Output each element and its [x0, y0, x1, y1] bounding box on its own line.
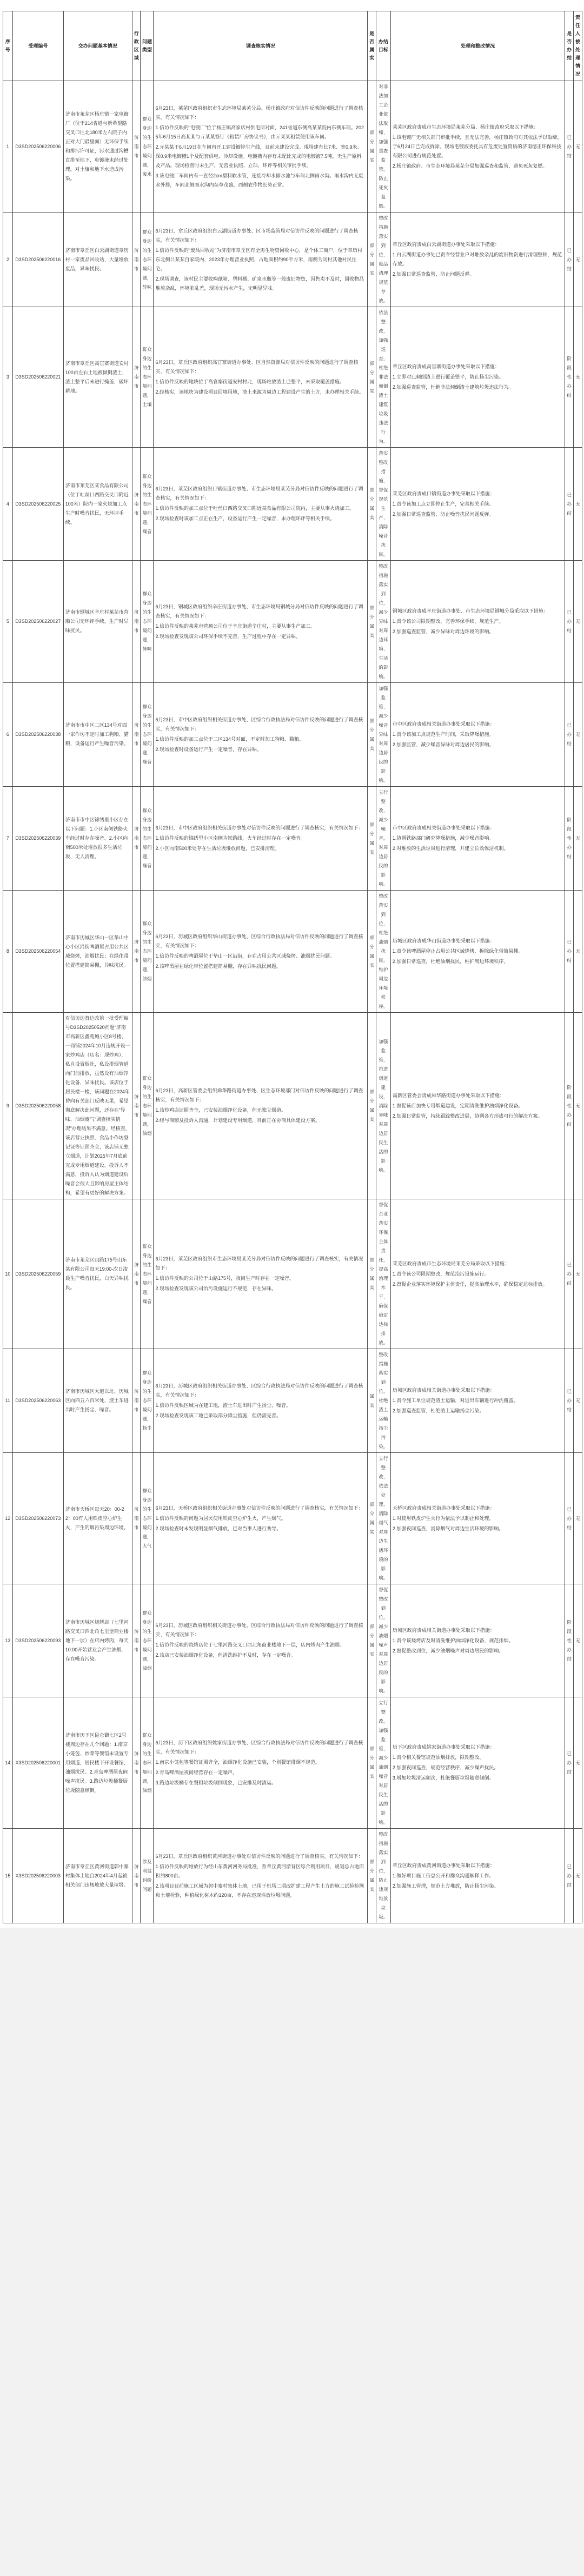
cell-no: 5	[3, 561, 13, 683]
paragraph: 6月23日，钢城区政府组织辛庄街道办事处、市生态环境局钢城分局对信访件反映的问题进行了调查核实，有关情况如下：	[155, 603, 363, 619]
paragraph: 2.督促企业落实环境保护主体责任，提高治理水平，确保稳定达标排放。	[392, 1281, 548, 1287]
cell-verified: 部分属实	[368, 1199, 376, 1349]
paragraph: 历城区政府责成华山街道办事处采取以下措施：	[392, 938, 495, 944]
cell-action	[390, 1349, 565, 1453]
cell-investigation	[154, 1199, 368, 1349]
cell-accountability: 无	[573, 81, 582, 213]
cell-investigation	[154, 683, 368, 787]
cell-verified: 部分属实	[368, 1584, 376, 1697]
cell-region: 济南市	[132, 683, 141, 787]
paragraph: 2.加强施工管理，规范土方堆放，防止扬尘污染。	[392, 1883, 499, 1889]
paragraph: 1.责令相关餐馆规范油烟排放，限期整改。	[392, 1755, 485, 1760]
cell-action	[390, 213, 565, 307]
paragraph: 6月23日，天桥区政府组织相关街道办事处对信访件反映的问题进行了调查核实，有关情况如下：	[155, 1505, 363, 1511]
cell-action	[390, 81, 565, 213]
header-accountability: 责任人被处理情况	[573, 11, 582, 81]
cell-type: 群众身边的生态环境问题，大气	[141, 1453, 154, 1584]
cell-verified: 部分属实	[368, 891, 376, 1013]
cell-type: 群众身边的生态环境问题，油烟	[141, 1584, 154, 1697]
table-row	[3, 1453, 582, 1584]
paragraph: 莱芜区政府责成市生态环境局莱芜分局采取以下措施：	[392, 1260, 509, 1266]
cell-problem: 对信访边督边改第一批受理编号D3SD20250520问题“济南市高新区鑫苑城小区8号楼，一商铺2024年10月违规开设一家炒鸡店（店名：现炒鸡），私自设置烟灶，私设排烟管道向门前排放，虽然设有油烟净化设备，异味扰民。该店位于居民楼一楼，该问题在2024年曾向有关部门反映无果，希望彻底解决此问题，还存在“异味、油烟废气”调查核实情况”办理结果不满意。经核查，该店营业执照、食品小作坊登记证等证照齐全，该店铺无独立烟道，计划2025年7月底前完成专用烟道建设。投诉人不满意，投诉人认为烟道建设后噪音会很大且影响房屋主体结构，希望有更好的解决方案。	[63, 1013, 132, 1199]
cell-goal: 立行整改，依法处理，消除烟气对周边生活环境的影响。	[376, 1453, 390, 1584]
paragraph: 1.信访件反映的问题为居民使用铁皮空心炉生火，产生烟气。	[155, 1515, 286, 1521]
paragraph: 1.信访件反映的堆放行为经山东黄河河务局批准，系章丘黄河淤背区综合利用项目，规划总占地面积约800亩。	[155, 1863, 364, 1878]
paragraph: 2.现场检查发现该公司治污设施运行不规范，存在异味。	[155, 1286, 276, 1291]
paragraph: 6月23日，历城区政府组织相关街道办事处、区综合行政执法局对信访件反映的问题进行了调查核实，有关情况如下：	[155, 1383, 363, 1398]
paragraph: 6月23日，莱芜区政府组织市生态环境局莱芜分局、杨庄镇政府对信访件反映的问题进行了调查核实，有关情况如下：	[155, 105, 363, 120]
cell-no: 13	[3, 1584, 13, 1697]
cell-acceptance-id: X3SD202506220003	[12, 1829, 63, 1923]
cell-problem: 济南市天桥区每天20：00-22：00有人用铁皮空心炉生火，产生的烟污染周边环境。	[63, 1453, 132, 1584]
cell-problem: 济南市章丘区高官寨街道安村100亩左右土地被倾倒渣土，渣土整平后未进行掩盖，破坏耕地。	[63, 307, 132, 448]
cell-done-status: 已办结	[565, 891, 574, 1013]
cell-no: 9	[3, 1013, 13, 1199]
cell-done-status: 阶段性办结	[565, 307, 574, 448]
cell-type: 群众身边的生态环境问题，废水	[141, 81, 154, 213]
cell-investigation	[154, 787, 368, 891]
cell-no: 4	[3, 448, 13, 561]
cell-region: 济南市	[132, 1584, 141, 1697]
cell-no: 2	[3, 213, 13, 307]
paragraph: 6月23日，章丘区政府组织高官寨街道办事处、区自然资源局对信访件反映的问题进行了调查核实，有关情况如下：	[155, 359, 359, 374]
header-id: 受理编号	[12, 11, 63, 81]
table-row	[3, 1697, 582, 1829]
paragraph: 2.加强夜间巡查，规范经营秩序，减少噪声扰民。	[392, 1765, 499, 1770]
cell-type: 群众身边的生态环境问题，土壤	[141, 307, 154, 448]
cell-region: 济南市	[132, 1453, 141, 1584]
cell-no: 14	[3, 1697, 13, 1829]
paragraph: 章丘区政府责成白云湖街道办事处采取以下措施：	[392, 242, 500, 247]
cell-problem: 济南市莱芜区某食品有限公司（位于吐丝口西路交叉口附近100米）院内一家火烧加工点生产时噪音扰民，无环评手续。	[63, 448, 132, 561]
cell-type: 群众身边的生态环境问题，扬尘	[141, 1349, 154, 1453]
cell-verified: 部分属实	[368, 787, 376, 891]
cell-problem: 济南市历城区大道以北、历城区向西五六百米处，渣土车进出时产生扬尘、噪音。	[63, 1349, 132, 1453]
cell-goal: 加强监管，减少噪音异味对周边居民的影响。	[376, 683, 390, 787]
table-row	[3, 1829, 582, 1923]
paragraph: 1.白云湖街道办事处已责令经营业户对堆放杂乱的废旧物资进行清理整顿，规范存放。	[392, 252, 562, 267]
cell-type: 涉及利益纠纷问题	[141, 1829, 154, 1923]
cell-done-status: 已办结	[565, 1199, 574, 1349]
cell-acceptance-id: D3SD202506220027	[12, 561, 63, 683]
paragraph: 1.立即对已倾倒渣土进行覆盖整平，防止扬尘污染。	[392, 374, 504, 380]
cell-verified: 部分属实	[368, 1453, 376, 1584]
paragraph: 6月23日，高新区管委会组织舜华路街道办事处、区生态环境部门对信访件反映的问题进行了调查核实，有关情况如下：	[155, 1088, 363, 1103]
cell-action	[390, 891, 565, 1013]
cell-done-status: 已办结	[565, 1697, 574, 1829]
cell-accountability: 无	[573, 787, 582, 891]
paragraph: 2.经核实，该地块为建设项目回填用地，渣土来源为周边工程建设产生的土方，未办理相关手续。	[155, 389, 364, 395]
cell-type: 群众身边的生态环境问题，噪音	[141, 683, 154, 787]
paragraph: 1.督促该店加快专用烟道建设，定期清洗维护油烟净化设备。	[392, 1103, 523, 1108]
cell-region: 济南市	[132, 561, 141, 683]
cell-goal: 立行整改，加强监管，减少油烟噪音对居民生活的影响。	[376, 1697, 390, 1829]
paragraph: 钢城区政府责成辛庄街道办事处、市生态环境局钢城分局采取以下措施：	[392, 608, 548, 614]
table-row	[3, 1013, 582, 1199]
cell-acceptance-id: D3SD202506220039	[12, 787, 63, 891]
paragraph: 1.信访件反映的烧烤店位于七里河路交叉口西北角商业楼地下一层，店内烤肉产生油烟。	[155, 1642, 344, 1648]
header-no: 序号	[3, 11, 13, 81]
cell-accountability: 无	[573, 1349, 582, 1453]
cell-acceptance-id: D3SD202506220054	[12, 891, 63, 1013]
cell-investigation	[154, 1013, 368, 1199]
paragraph: 2.现场检查发现该公司环保手续不完善，生产过程中存在一定异味。	[155, 633, 301, 639]
cell-problem: 济南市历城区华山一区华山中心小区沿街啤酒屋占用公共区域烧烤，油烟扰民；在绿化带位置搭建简易棚，异味扰民。	[63, 891, 132, 1013]
paragraph: 6月23日，历城区政府组织华山街道办事处、区综合行政执法局对信访件反映的问题进行了调查核实，有关情况如下：	[155, 933, 363, 948]
cell-no: 6	[3, 683, 13, 787]
cell-problem: 济南市历城区烧烤店（七里河路交叉口西北角七里堡商业楼地下一层）在店内烤肉，每天10:00开始营业会产生油烟，存在噪音污染。	[63, 1584, 132, 1697]
cell-investigation	[154, 1829, 368, 1923]
cell-verified: 部分属实	[368, 1697, 376, 1829]
paragraph: 6月23日，市中区政府组织相关街道办事处、区综合行政执法局对信访件反映的问题进行了调查核实，有关情况如下：	[155, 716, 363, 732]
cell-acceptance-id: D3SD202506220006	[12, 81, 63, 213]
paragraph: 6月23日，章丘区政府组织黄河街道办事处对信访件反映的问题进行了调查核实，有关情况如下：	[155, 1853, 363, 1859]
header-problem: 交办问题基本情况	[63, 11, 132, 81]
paragraph: 6月23日，历城区政府组织相关街道办事处、区综合行政执法局对信访件反映的问题进行了调查核实，有关情况如下：	[155, 1623, 363, 1637]
cell-verified: 部分属实	[368, 81, 376, 213]
cell-problem: 济南市钢城区辛庄村莱芜市营顺公司无环评手续，生产时异味扰民。	[63, 561, 132, 683]
cell-region: 济南市	[132, 81, 141, 213]
paragraph: 2.加强巡查监管，杜绝非法倾倒渣土建筑垃圾违法行为。	[392, 384, 514, 390]
paragraph: 1.责令该加工点规范生产时间，采取降噪措施。	[392, 732, 494, 737]
cell-verified: 部分属实	[368, 448, 376, 561]
paragraph: 2.小区向南500米处存在生活垃圾堆放问题，已安排清理。	[155, 846, 280, 851]
cell-action	[390, 1453, 565, 1584]
cell-action	[390, 561, 565, 683]
cell-problem: 济南市章丘区黄河街道郭中寨村集体土地自2024年4月起被相关部门违规堆放大量垃圾。	[63, 1829, 132, 1923]
paragraph: 3.路边垃圾桶存在餐厨垃圾倾倒现象，已安排及时清运。	[155, 1780, 276, 1785]
cell-action	[390, 1829, 565, 1923]
cell-investigation	[154, 81, 368, 213]
cell-goal: 加强监管，推进烟道建设，消除异味对周边居民生活的影响。	[376, 1013, 390, 1199]
cell-goal: 督促整改到位，减少油烟噪声对周边居民的影响。	[376, 1584, 390, 1697]
cell-no: 8	[3, 891, 13, 1013]
paragraph: 1.信访件反映的地块位于高官寨街道安村村北，现场堆放渣土已整平，未采取覆盖措施。	[155, 379, 344, 384]
cell-acceptance-id: D3SD202506220093	[12, 1584, 63, 1697]
paragraph: 市中区政府责成相关街道办事处采取以下措施：	[392, 825, 495, 831]
header-verified: 是否属实	[368, 11, 376, 81]
cell-region: 济南市	[132, 1697, 141, 1829]
cell-goal: 立行整改，减少噪音，对周边居民的影响。	[376, 787, 390, 891]
cell-investigation	[154, 213, 368, 307]
cell-type: 群众身边的生态环境问题，噪音	[141, 448, 154, 561]
cell-action	[390, 307, 565, 448]
cell-done-status: 阶段性办结	[565, 1584, 574, 1697]
paragraph: 2.该项目目前施工区域为郭中寨村集体土地，已用于机场二期改扩建工程产生土方的施工试验检测和土壤检验，种植绿化树木约120亩，不存在违规堆放垃圾问题。	[155, 1883, 364, 1898]
cell-type: 群众身边的生态环境问题，噪音	[141, 1199, 154, 1349]
paragraph: 历下区政府责成姚家街道办事处采取以下措施：	[392, 1744, 495, 1750]
paragraph: 1.责令该啤酒屋停止占用公共区域烧烤，拆除绿化带简易棚。	[392, 948, 523, 954]
paragraph: 1.信访件反映的“电镀厂”位于杨庄镇高家店村供电所对面，241省道东侧高某某院内东侧车间。2025年6月15日高某某与亓某某签订《租赁厂房协议书》，由亓某某租赁使用该车间。	[155, 124, 364, 140]
paragraph: 天桥区政府责成相关街道办事处采取以下措施：	[392, 1505, 495, 1511]
paragraph: 2.经与商铺及投诉人沟通，计划建设专用烟道，目前正在协商具体建设方案。	[155, 1118, 320, 1123]
cell-problem: 济南市市中区二区134号对面一家作坊不定时加工狗粮、猫粮，设备运行产生噪音污染。	[63, 683, 132, 787]
paragraph: 1.责令该加工点立即停止生产，完善相关手续。	[392, 501, 494, 507]
table-row	[3, 1584, 582, 1697]
cell-goal: 依法整改，加强巡查，杜绝非法倾倒渣土建筑垃圾违法行为。	[376, 307, 390, 448]
cell-acceptance-id: D3SD202506220016	[12, 213, 63, 307]
cell-type: 群众身边的生态环境问题，油烟	[141, 891, 154, 1013]
cell-no: 10	[3, 1199, 13, 1349]
cell-accountability: 无	[573, 1584, 582, 1697]
cell-acceptance-id: D3SD202506220021	[12, 307, 63, 448]
cell-goal: 整改措施落实到位，杜绝渣土运输扬尘污染。	[376, 1349, 390, 1453]
cell-done-status: 阶段性办结	[565, 787, 574, 891]
cell-done-status: 已办结	[565, 561, 574, 683]
paragraph: 2.加强巡查监管，减少异味对周边环境的影响。	[392, 629, 494, 634]
cell-done-status: 已办结	[565, 213, 574, 307]
cell-region: 济南市	[132, 307, 141, 448]
paragraph: 2.加强日常巡查，杜绝油烟扰民，维护周边环境秩序。	[392, 959, 509, 964]
paragraph: 2.现场检查时设备运行产生一定噪音，存在异味。	[155, 746, 262, 752]
cell-accountability: 无	[573, 683, 582, 787]
cell-goal: 落实整改措施，督促规范生产，消除噪音扰民。	[376, 448, 390, 561]
paragraph: 2.加强巡查监管，杜绝渣土运输扬尘污染。	[392, 1408, 485, 1413]
paragraph: 2.该啤酒屋在绿化带位置搭建简易棚，存在异味扰民问题。	[155, 963, 281, 969]
paragraph: 1.信访件反映的“废品回收站”为济南市章丘区有全再生物资回收中心，是个体工商户，位于章历村东北侧吕某某自家院内，2023年办理营业执照，占地面积约90平方米，南侧为同村其他村民住宅。	[155, 247, 362, 271]
paragraph: 2.加强日常巡查监管，防止问题反弹。	[392, 271, 475, 277]
cell-region: 济南市	[132, 448, 141, 561]
paragraph: 2.该店已安装油烟净化设备，但清洗维护不及时，存在一定噪音。	[155, 1652, 296, 1658]
cell-done-status: 阶段性办结	[565, 1013, 574, 1199]
cell-accountability: 无	[573, 561, 582, 683]
cell-region: 济南市	[132, 891, 141, 1013]
paragraph: 6月23日，莱芜区政府组织市生态环境局莱芜分局对信访件反映的问题进行了调查核实，有关情况如下：	[155, 1256, 363, 1271]
cell-accountability: 无	[573, 1013, 582, 1199]
cell-goal: 整改措施落实到位，防止违规堆放垃圾。	[376, 1829, 390, 1923]
cell-investigation	[154, 561, 368, 683]
cell-action	[390, 787, 565, 891]
paragraph: 1.信访件反映的公司位于山路175号，夜间生产时存在一定噪音。	[155, 1276, 294, 1281]
cell-goal: 对非法加工企业依法取缔，加强巡查监管，防止死灰复燃。	[376, 81, 390, 213]
paragraph: 1.责令该公司限期整改，规范治污设施运行。	[392, 1271, 489, 1277]
header-investigation: 调查核实情况	[154, 11, 368, 81]
cell-done-status: 已办结	[565, 81, 574, 213]
paragraph: 2.杨庄镇政府、市生态环境局莱芜分局加强巡查和监管，避免死灰复燃。	[392, 163, 548, 169]
cell-done-status: 已办结	[565, 683, 574, 787]
table-row	[3, 1199, 582, 1349]
paragraph: 1.责令施工单位规范渣土运输，对进出车辆进行冲洗覆盖。	[392, 1398, 519, 1403]
cell-region: 济南市	[132, 1199, 141, 1349]
paragraph: 章丘区政府责成黄河街道办事处采取以下措施：	[392, 1862, 495, 1868]
paragraph: 1.该炒鸡店证照齐全，已安装油烟净化设备，但无独立烟道。	[155, 1107, 286, 1113]
cell-goal: 整改措施落实到位，废品清理规范存放。	[376, 213, 390, 307]
cell-verified: 部分属实	[368, 213, 376, 307]
cell-acceptance-id: D3SD202506220063	[12, 1349, 63, 1453]
cell-investigation	[154, 1584, 368, 1697]
cell-no: 7	[3, 787, 13, 891]
cell-problem: 济南市莱芜区杨庄镇一家电镀厂（位于214省道与新希望路交叉口往北180米左右院子内正对大门最里面）无环保手续和排污许可证，污水通过沟槽直排至地下，电镀液未经过处理，对土壤和地下水造成污染。	[63, 81, 132, 213]
cell-done-status: 已办结	[565, 448, 574, 561]
paragraph: 2.现场检查时未发现明显烟气排放，已对当事人进行劝导。	[155, 1525, 281, 1531]
cell-type: 群众身边的生态环境问题，异味	[141, 213, 154, 307]
table-row	[3, 891, 582, 1013]
complaint-ledger-table	[3, 11, 582, 1923]
table-row	[3, 1349, 582, 1453]
paragraph: 1.信访件反映区域为在建工地，渣土车进出时产生扬尘、噪音。	[155, 1402, 291, 1408]
paragraph: 1.责令该公司限期整改，完善环保手续，规范生产。	[392, 619, 504, 624]
cell-problem: 济南市章丘区白云湖街道章历村一家废品回收站，大量堆放废品，异味扰民。	[63, 213, 132, 307]
cell-investigation	[154, 448, 368, 561]
paragraph: 1.信访件反映的莱芜市营顺公司位于辛庄街道辛庄村，主要从事生产加工。	[155, 623, 315, 629]
cell-no: 11	[3, 1349, 13, 1453]
paragraph: 2.现场检查发现该工地已采取部分降尘措施，但仍需完善。	[155, 1412, 281, 1418]
paragraph: 1.信访件反映的锦绣里小区南侧为铁路线，火车经过时存在一定噪音。	[155, 835, 306, 841]
cell-acceptance-id: D3SD202506220025	[12, 448, 63, 561]
cell-acceptance-id: D3SD202506220073	[12, 1453, 63, 1584]
paragraph: 6月23日，章丘区政府组织白云湖街道办事处、区市场监管局对信访件反映的问题进行了调查核实，有关情况如下：	[155, 228, 359, 243]
cell-accountability: 无	[573, 307, 582, 448]
cell-goal: 整改措施落实到位，减少异味对周边环境、生活的影响。	[376, 561, 390, 683]
cell-done-status: 已办结	[565, 1453, 574, 1584]
cell-accountability: 无	[573, 1453, 582, 1584]
table-row	[3, 213, 582, 307]
cell-action	[390, 683, 565, 787]
cell-action	[390, 1584, 565, 1697]
cell-investigation	[154, 891, 368, 1013]
paragraph: 莱芜区政府责成市生态环境局莱芜分局、杨庄镇政府采取以下措施：	[392, 124, 539, 130]
paragraph: 1.责令该烧烤店及时清洗维护油烟净化设备，规范排烟。	[392, 1637, 514, 1643]
cell-goal: 督促企业落实环保主体责任，提高治理水平，确保稳定达标排放。	[376, 1199, 390, 1349]
cell-problem: 济南市历下区昆仑御七区2号楼周边存在几个问题：1.南京小笼包、炒菜等餐馆未设置专用烟道，居民楼下开设餐馆，油烟扰民。2.青岛啤酒屋夜间噪声扰民。3.路边垃圾桶餐厨垃圾随意倾倒。	[63, 1697, 132, 1829]
cell-investigation	[154, 1453, 368, 1584]
cell-investigation	[154, 1349, 368, 1453]
paragraph: 6月23日，历下区政府组织姚家街道办事处、区综合行政执法局对信访件反映的问题进行了调查核实，有关情况如下：	[155, 1740, 363, 1755]
cell-verified: 部分属实	[368, 561, 376, 683]
cell-verified: 部分属实	[368, 307, 376, 448]
cell-goal: 整改落实到位，杜绝油烟扰民，维护周边环境秩序。	[376, 891, 390, 1013]
paragraph: 6月23日，莱芜区政府组织口镇街道办事处、市生态环境局莱芜分局对信访件反映的问题进行了调查核实，有关情况如下：	[155, 486, 363, 501]
paragraph: 章丘区政府责成高官寨街道办事处采取以下措施：	[392, 364, 500, 369]
paragraph: 2.加强监管，减少噪音异味对周边居民的影响。	[392, 742, 494, 747]
cell-no: 12	[3, 1453, 13, 1584]
cell-type: 群众身边的生态环境问题，异味	[141, 561, 154, 683]
table-body	[3, 81, 582, 1923]
cell-verified: 部分属实	[368, 683, 376, 787]
cell-accountability: 无	[573, 1829, 582, 1923]
paragraph: 3.增加垃圾清运频次，杜绝餐厨垃圾随意倾倒。	[392, 1775, 494, 1781]
cell-verified: 属实	[368, 1349, 376, 1453]
paragraph: 2.现场检查时该加工点正在生产，设备运行产生一定噪音，未办理环评等相关手续。	[155, 516, 335, 521]
cell-type: 群众身边的生态环境问题，油烟	[141, 1697, 154, 1829]
paragraph: 历城区政府责成相关街道办事处采取以下措施：	[392, 1387, 495, 1393]
cell-acceptance-id: X3SD202506220001	[12, 1697, 63, 1829]
cell-region: 济南市	[132, 787, 141, 891]
paragraph: 1.做好项目施工信息公开和群众沟通解释工作。	[392, 1873, 494, 1878]
paragraph: 1.对使用铁皮炉生火行为依法予以制止和处理。	[392, 1515, 494, 1521]
cell-action	[390, 448, 565, 561]
paragraph: 1.南京小笼包等餐馆证照齐全，油烟净化设施已安装，个别餐馆排烟不规范。	[155, 1759, 320, 1765]
cell-problem: 济南市莱芜区山路175号山东某有限公司每天19:00-次日凌晨生产噪音扰民，白天异味扰民。	[63, 1199, 132, 1349]
paragraph: 2.对堆放的生活垃圾进行清理，并建立长效保洁机制。	[392, 846, 509, 851]
paragraph: 1.信访件反映的加工点位于二区134号对面，不定时加工狗粮、猫粮。	[155, 736, 304, 742]
cell-action	[390, 1697, 565, 1829]
cell-problem: 济南市市中区锦绣里小区存在以下问题：1.小区南侧铁路火车经过时存在噪音。2.小区向南500米处堆放很多生活垃圾，无人清理。	[63, 787, 132, 891]
paragraph: 2.亓某某于6月19日在车间内开工建设镀锌生产线，目前未建设完成。现场建有长7米、宽0.9米、深0.9米电镀槽1个及配套供电、冷却设施。电镀槽内存有未配比完成的电镀液7.5吨，无生产原料及产品。现场检查时未生产，无营业执照、立项、环评等相关审批手续。	[155, 144, 362, 168]
cell-region: 济南市	[132, 1013, 141, 1199]
cell-accountability: 无	[573, 891, 582, 1013]
cell-verified: 部分属实	[368, 1013, 376, 1199]
cell-no: 3	[3, 307, 13, 448]
header-type: 问题类型	[141, 11, 154, 81]
cell-action	[390, 1199, 565, 1349]
header-done: 是否办结	[565, 11, 574, 81]
paragraph: 2.加强夜间巡查，消除烟气对周边生活环境的影响。	[392, 1525, 504, 1531]
cell-acceptance-id: D3SD202506220038	[12, 683, 63, 787]
paragraph: 2.青岛啤酒屋夜间经营存在一定噪声。	[155, 1769, 237, 1775]
cell-region: 济南市	[132, 1349, 141, 1453]
header-action: 处理和整改情况	[390, 11, 565, 81]
cell-acceptance-id: D3SD202506220059	[12, 1199, 63, 1349]
cell-type: 群众身边的生态环境问题，油烟	[141, 1013, 154, 1199]
header-row	[3, 11, 582, 81]
paragraph: 1.信访件反映的加工点位于吐丝口西路交叉口附近某食品有限公司院内，主要从事火烧加工。	[155, 506, 354, 511]
cell-accountability: 无	[573, 1697, 582, 1829]
table-header	[3, 11, 582, 81]
cell-accountability: 无	[573, 448, 582, 561]
paragraph: 2.加强日常监管，持续跟踪整改进展，协调各方形成可行的解决方案。	[392, 1113, 543, 1119]
cell-done-status: 已办结	[565, 1349, 574, 1453]
header-region: 行政区域	[132, 11, 141, 81]
paragraph: 2.现场调查，该村民主要收购纸箱、塑料桶、矿泉水瓶等一般废旧物资，因售卖不及时，回收物品堆放杂乱，环境脏乱差，现场无污水产生，无明显异味。	[155, 276, 364, 291]
cell-type: 群众身边的生态环境问题，噪音	[141, 787, 154, 891]
cell-region: 济南市	[132, 1829, 141, 1923]
table-row	[3, 787, 582, 891]
cell-verified: 部分属实	[368, 1829, 376, 1923]
cell-accountability: 无	[573, 213, 582, 307]
cell-investigation	[154, 307, 368, 448]
cell-done-status: 已办结	[565, 1829, 574, 1923]
cell-no: 15	[3, 1829, 13, 1923]
cell-accountability: 无	[573, 1199, 582, 1349]
paragraph: 2.督促整改到位，减少油烟噪声对周边居民的影响。	[392, 1648, 504, 1654]
paragraph: 莱芜区政府责成口镇街道办事处采取以下措施：	[392, 490, 495, 496]
cell-acceptance-id: D3SD202506220058	[12, 1013, 63, 1199]
cell-region: 济南市	[132, 213, 141, 307]
paragraph: 市中区政府责成相关街道办事处采取以下措施：	[392, 721, 495, 727]
cell-investigation	[154, 1697, 368, 1829]
table-row	[3, 81, 582, 213]
table-row	[3, 561, 582, 683]
paragraph: 1.信访件反映的啤酒屋位于华山一区沿街，存在占用公共区域烧烤、油烟扰民问题。	[155, 953, 335, 959]
table-row	[3, 683, 582, 787]
table-row	[3, 448, 582, 561]
paragraph: 1.协调铁路部门研究降噪措施，减少噪音影响。	[392, 835, 494, 841]
paragraph: 6月23日，市中区政府组织相关街道办事处对信访件反映的问题进行了调查核实，有关情况如下：	[155, 825, 363, 831]
paragraph: 3.该电镀厂车间内有一直径2cm塑料软水管，连接冷却水储水池与车间北侧雨水沟。雨水沟内无废水外排，车间北侧雨水沟内杂草茂盛，西侧农作物长势正常。	[155, 172, 363, 188]
paragraph: 1.该电镀厂无相关部门审批手续，且无法完善，杨庄镇政府对其依法予以取缔，于6月24日已完成拆除。现场电镀液委托具有危废处置资质的济南德正环保科技有限公司进行规范处置。	[392, 134, 562, 158]
paragraph: 高新区管委会责成舜华路街道办事处采取以下措施：	[392, 1092, 505, 1098]
cell-no: 1	[3, 81, 13, 213]
cell-action	[390, 1013, 565, 1199]
paragraph: 历城区政府责成相关街道办事处采取以下措施：	[392, 1627, 495, 1633]
header-goal: 办结目标	[376, 11, 390, 81]
paragraph: 2.加强日常巡查监管，防止噪音扰民问题反弹。	[392, 511, 494, 517]
table-row	[3, 307, 582, 448]
